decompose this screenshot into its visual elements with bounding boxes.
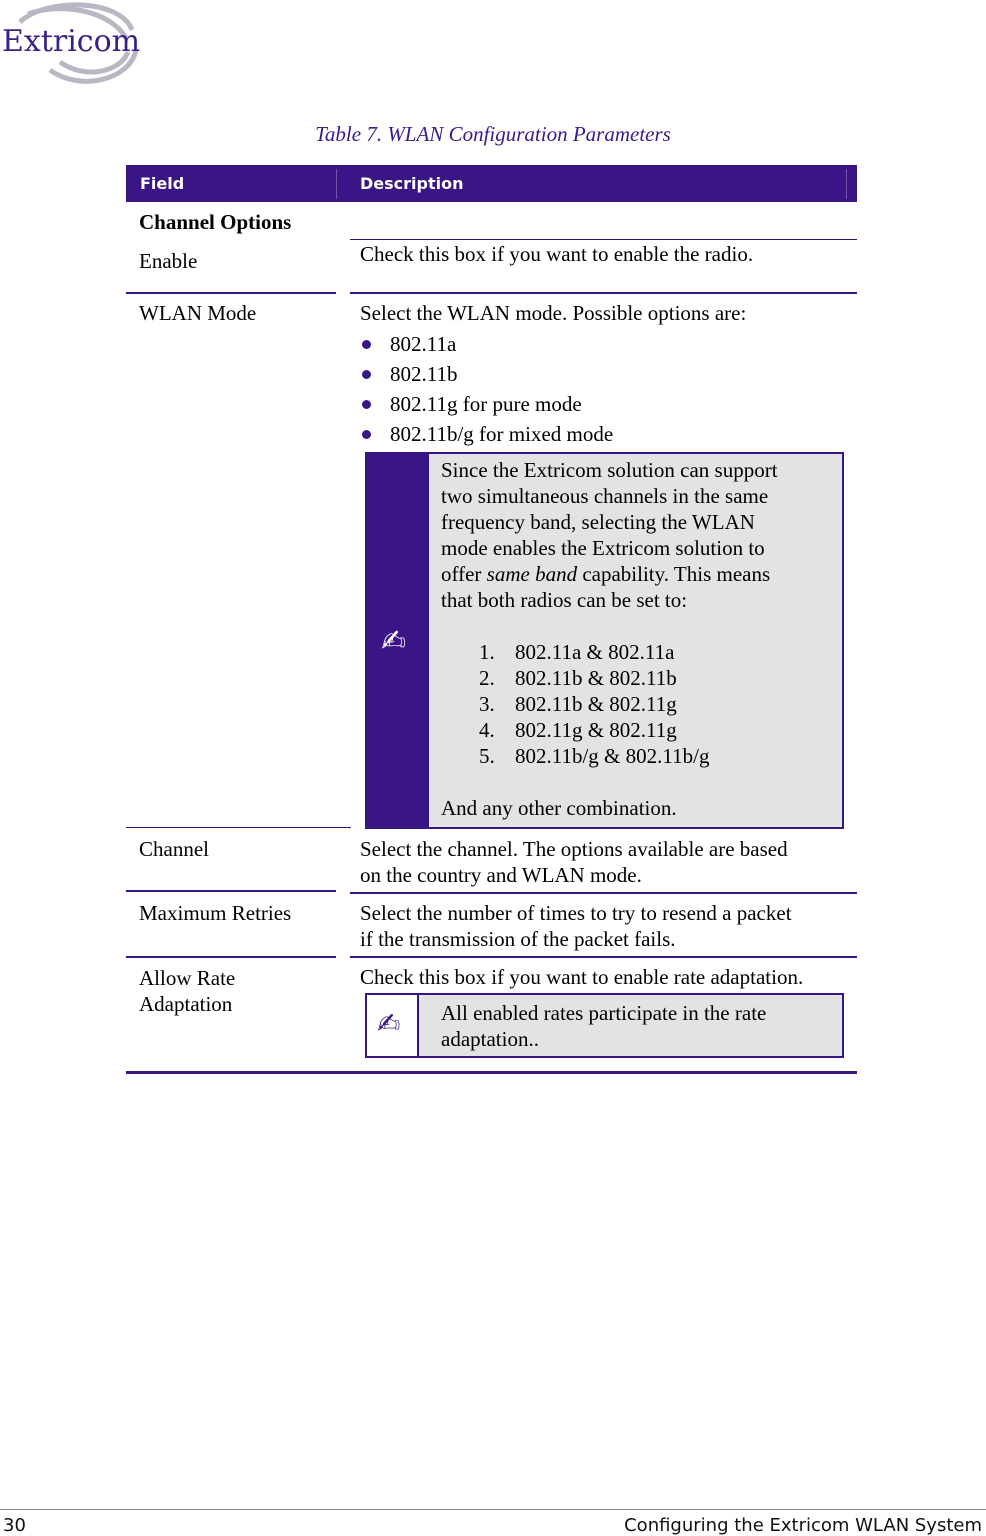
table-header — [126, 165, 857, 202]
field-wlan-mode: WLAN Mode — [139, 301, 257, 325]
field-maximum-retries: Maximum Retries — [139, 901, 292, 925]
same-band-emphasis: same band — [486, 562, 578, 586]
row-divider — [350, 292, 857, 294]
logo-wordmark: Extricom — [2, 24, 141, 59]
header-description: Description — [360, 174, 464, 193]
bullet-icon — [362, 340, 371, 349]
row-divider — [350, 956, 857, 958]
table-bottom-rule — [126, 1071, 857, 1074]
note-offer-line: offer same band capability. This means — [441, 562, 771, 586]
field-channel: Channel — [139, 837, 209, 861]
spacer — [441, 769, 836, 795]
description-wlan-mode: Select the WLAN mode. Possible options are: — [360, 301, 747, 325]
page-number: 30 — [3, 1515, 26, 1536]
list-item: 4. 802.11g & 802.11g — [479, 718, 677, 742]
description-enable: Check this box if you want to enable the radio. — [360, 242, 754, 266]
row-divider — [126, 827, 351, 828]
note-body: All enabled rates participate in the rate adaptation.. — [441, 1001, 767, 1051]
row-divider — [126, 956, 336, 958]
row-divider — [350, 239, 857, 240]
note-body: Since the Extricom solution can support two simultaneous channels in the same frequency band, selecting the WLAN mode enables the Extricom solution to offer same band capability. This means that both radios can be set to: 1. 802.11a & 802.11a 2. 802.11b & 802.11b 3. 802.11b & 802.11g 4. 802.11g & 802.11g 5. 802.11b/g & 802.11b/g And any other combination. — [441, 457, 836, 821]
list-item: 2. 802.11b & 802.11b — [479, 666, 677, 690]
field-enable: Enable — [139, 249, 198, 273]
bullet-icon — [362, 400, 371, 409]
row-divider — [126, 890, 336, 892]
field-allow-rate-adaptation: Allow Rate Adaptation — [139, 966, 236, 1016]
header-divider — [846, 169, 847, 199]
list-item: 802.11a — [360, 329, 613, 359]
table-caption: Table 7. WLAN Configuration Parameters — [315, 122, 671, 146]
bullet-icon — [362, 430, 371, 439]
header-divider — [336, 169, 337, 199]
spacer — [441, 613, 836, 639]
description-allow-rate-adaptation: Check this box if you want to enable rate adaptation. — [360, 965, 804, 989]
row-divider — [350, 892, 857, 894]
list-item: 3. 802.11b & 802.11g — [479, 692, 677, 716]
header-field: Field — [140, 174, 185, 193]
wlan-mode-options — [360, 329, 613, 449]
footer-divider — [0, 1509, 986, 1510]
row-divider — [126, 292, 336, 294]
description-maximum-retries: Select the number of times to try to resend a packet if the transmission of the packet fails. — [360, 901, 792, 951]
list-item: 5. 802.11b/g & 802.11b/g — [479, 744, 710, 768]
section-title-channel-options: Channel Options — [139, 210, 292, 234]
list-item: 1. 802.11a & 802.11a — [479, 640, 675, 664]
pencil-note-icon: ✍ — [381, 624, 407, 659]
extricom-logo — [0, 0, 140, 92]
same-band-note — [365, 452, 844, 829]
list-item: 802.11g for pure mode — [360, 389, 613, 419]
pencil-note-icon: ✍ — [377, 1007, 401, 1040]
rate-adaptation-note — [365, 993, 844, 1058]
list-item: 802.11b — [360, 359, 613, 389]
description-channel: Select the channel. The options available are based on the country and WLAN mode. — [360, 837, 788, 887]
band-combination-list — [441, 639, 836, 769]
bullet-icon — [362, 370, 371, 379]
footer-section-title: Configuring the Extricom WLAN System — [624, 1515, 982, 1536]
list-item: 802.11b/g for mixed mode — [360, 419, 613, 449]
